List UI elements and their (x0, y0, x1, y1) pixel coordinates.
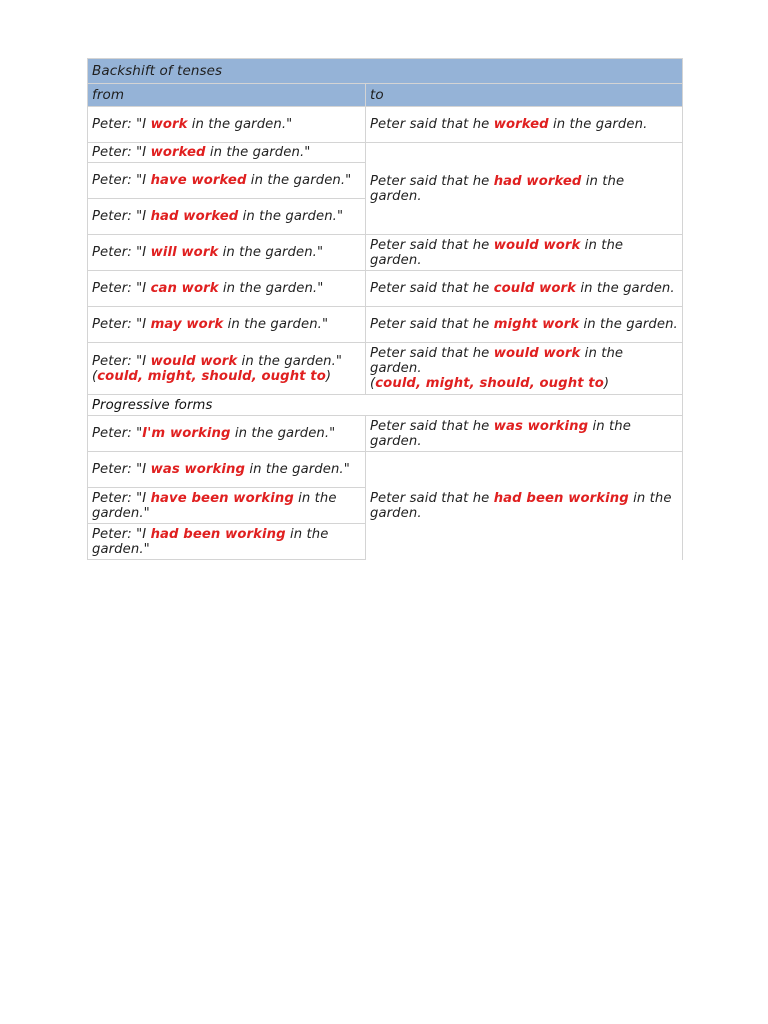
section-label: Progressive forms (88, 395, 683, 416)
table-title: Backshift of tenses (88, 59, 683, 84)
cell-from: Peter: "I work in the garden." (88, 107, 366, 143)
cell-from: Peter: "I was working in the garden." (88, 452, 366, 488)
cell-to: Peter said that he worked in the garden. (366, 107, 683, 143)
cell-to: Peter said that he would work in the garden. (could, might, should, ought to) (366, 343, 683, 395)
column-header-to: to (366, 84, 683, 107)
table-row (88, 343, 683, 395)
cell-from: Peter: "I have been working in the garden." (88, 488, 366, 524)
table-row (88, 271, 683, 307)
cell-from: Peter: "I will work in the garden." (88, 235, 366, 271)
cell-from: Peter: "I worked in the garden." (88, 143, 366, 163)
table-row (88, 235, 683, 271)
cell-to: Peter said that he would work in the garden. (366, 235, 683, 271)
backshift-table-sheet (87, 58, 682, 566)
table-row (88, 416, 683, 452)
table-row (88, 307, 683, 343)
cell-to: Peter said that he had been working in the garden. (366, 452, 683, 560)
cell-from: Peter: "I may work in the garden." (88, 307, 366, 343)
cell-from: Peter: "I would work in the garden." (could, might, should, ought to) (88, 343, 366, 395)
cell-from: Peter: "I had worked in the garden." (88, 199, 366, 235)
table-row (88, 143, 683, 163)
column-header-from: from (88, 84, 366, 107)
cell-to: Peter said that he had worked in the garden. (366, 143, 683, 235)
cell-to: Peter said that he was working in the garden. (366, 416, 683, 452)
table-row (88, 452, 683, 488)
backshift-table (87, 58, 683, 560)
cell-from: Peter: "I'm working in the garden." (88, 416, 366, 452)
cell-from: Peter: "I had been working in the garden." (88, 524, 366, 560)
cell-to: Peter said that he might work in the garden. (366, 307, 683, 343)
table-row (88, 107, 683, 143)
cell-to: Peter said that he could work in the garden. (366, 271, 683, 307)
section-row (88, 395, 683, 416)
cell-from: Peter: "I can work in the garden." (88, 271, 366, 307)
cell-from: Peter: "I have worked in the garden." (88, 163, 366, 199)
